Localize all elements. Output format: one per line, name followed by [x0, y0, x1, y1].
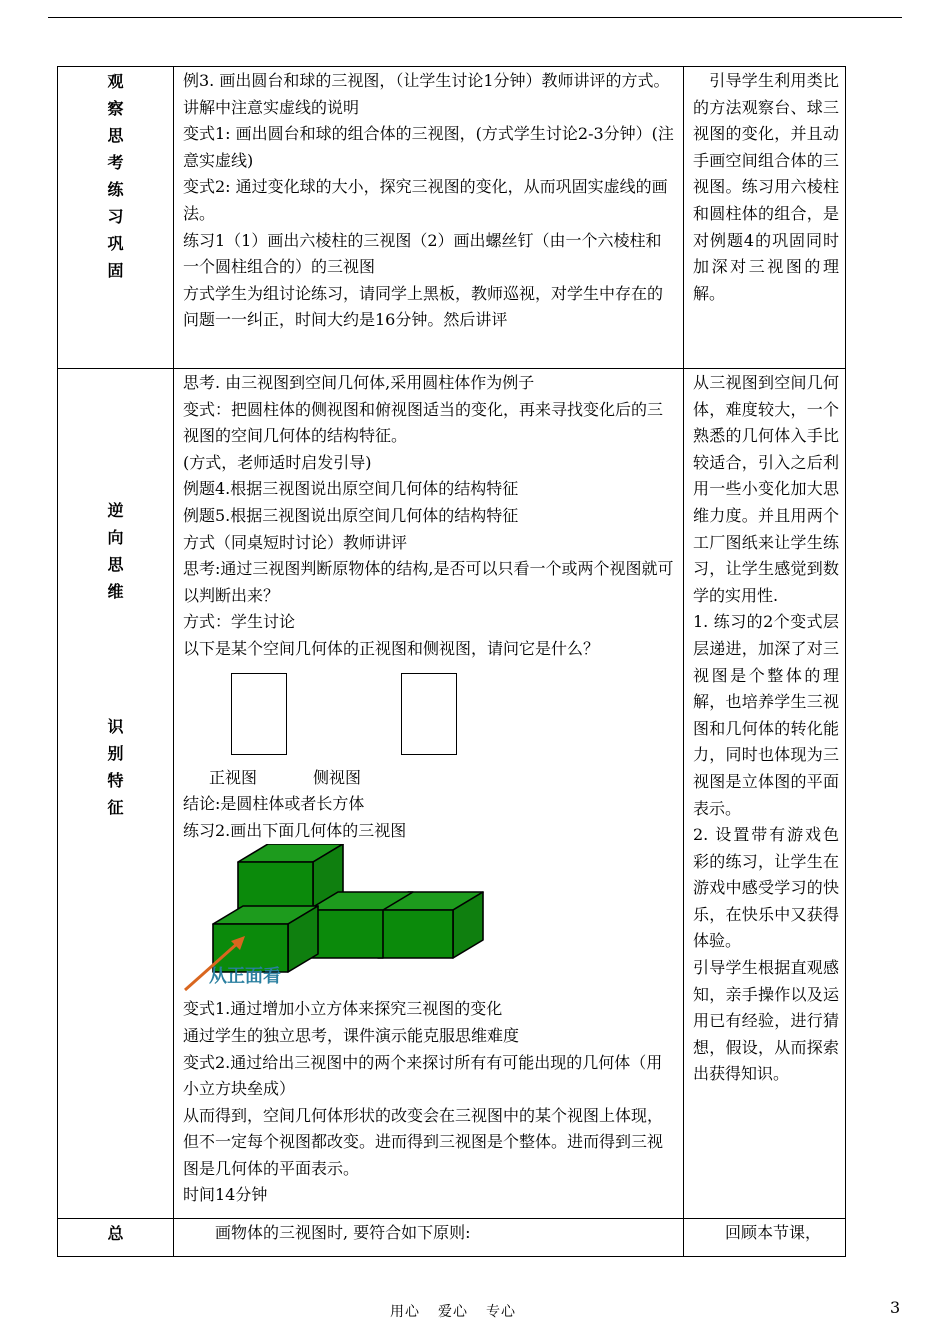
- paragraph: 例题4.根据三视图说出原空间几何体的结构特征: [183, 479, 519, 499]
- paragraph: 通过学生的独立思考，课件演示能克服思维难度: [183, 1025, 520, 1045]
- section-char: 考: [107, 153, 124, 172]
- table-row: [58, 67, 846, 369]
- section-char: 习: [107, 207, 124, 226]
- header-rule: [48, 17, 902, 18]
- section-char: 总: [107, 1224, 124, 1243]
- side-view-label: 侧视图: [313, 767, 362, 787]
- design-note: 回顾本节课，: [693, 1223, 822, 1242]
- paragraph: 例3. 画出圆台和球的三视图，（让学生讨论1分钟）教师讲评的方式。讲解中注意实虚线的说明: [183, 71, 670, 117]
- side-view-rectangle: [401, 673, 457, 755]
- arrow-label: 从正面看: [209, 966, 281, 987]
- two-views-figure: [183, 663, 677, 765]
- section-char: 特: [107, 771, 124, 790]
- table-row: [58, 369, 846, 1219]
- design-note: 引导学生利用类比的方法观察台、球三视图的变化，并且动手画空间组合体的三视图。练习用六棱柱和圆柱体的组合，是对例题4的巩固同时加深对三视图的理解。: [693, 71, 839, 303]
- section-char: 思: [107, 555, 124, 574]
- paragraph: 时间14分钟: [183, 1185, 268, 1205]
- lesson-table: [57, 66, 846, 1257]
- paragraph: 方式学生为组讨论练习，请同学上黑板，教师巡视，对学生中存在的问题一一纠正，时间大约是16分钟。然后讲评: [183, 283, 664, 330]
- activity-cell: [174, 369, 684, 1219]
- paragraph: 变式1: 画出圆台和球的组合体的三视图，(方式学生讨论2-3分钟）(注意实虚线): [183, 124, 674, 170]
- page-number: 3: [890, 1298, 901, 1317]
- paragraph: 变式1.通过增加小立方体来探究三视图的变化: [183, 999, 503, 1019]
- cube-front-face: [308, 910, 383, 958]
- section-char: 征: [107, 798, 124, 817]
- section-char: 逆: [107, 501, 124, 520]
- paragraph: (方式，老师适时启发引导): [183, 452, 372, 472]
- cube-stack-illustration: [183, 844, 503, 996]
- design-note: 1. 练习的2个变式层层递进，加深了对三视图是个整体的理解，也培养学生三视图和几何体的转化能力，同时也体现为三视图是立体图的平面表示。: [693, 612, 839, 818]
- section-label-summary: [58, 1219, 174, 1257]
- section-char: 向: [107, 528, 124, 547]
- paragraph: 方式：学生讨论: [183, 612, 296, 632]
- paragraph: 变式：把圆柱体的侧视图和俯视图适当的变化，再来寻找变化后的三视图的空间几何体的结构特征。: [183, 399, 664, 446]
- paragraph: 练习1（1）画出六棱柱的三视图（2）画出螺丝钉（由一个六棱柱和一个圆柱组合的）的三视图: [183, 230, 662, 277]
- paragraph: 以下是某个空间几何体的正视图和侧视图，请问它是什么？: [183, 638, 600, 658]
- section-char: 思: [107, 126, 124, 145]
- activity-cell: [174, 67, 684, 369]
- footer-word: 用心: [390, 1304, 420, 1320]
- activity-cell: [174, 1219, 684, 1257]
- section-char: 观: [107, 72, 124, 91]
- paragraph: 变式2.通过给出三视图中的两个来探讨所有有可能出现的几何体（用小立方块垒成）: [183, 1052, 663, 1099]
- design-note-cell: [684, 1219, 846, 1257]
- section-char: 别: [107, 744, 124, 763]
- paragraph: 例题5.根据三视图说出原空间几何体的结构特征: [183, 505, 519, 525]
- design-note-cell: [684, 67, 846, 369]
- section-char: 巩: [107, 234, 124, 253]
- paragraph: 思考. 由三视图到空间几何体,采用圆柱体作为例子: [183, 373, 535, 392]
- paragraph: 练习2.画出下面几何体的三视图: [183, 820, 407, 840]
- section-char: 练: [107, 180, 124, 199]
- front-view-label: 正视图: [209, 767, 258, 787]
- section-char: 识: [107, 717, 124, 736]
- cube-figure: [183, 844, 677, 996]
- design-note: 引导学生根据直观感知，亲手操作以及运用已有经验，进行猜想，假设，从而探索出获得知识。: [693, 958, 839, 1084]
- footer-word: 爱心: [438, 1304, 468, 1320]
- cube-front-face: [238, 862, 313, 910]
- view-labels: [183, 765, 677, 792]
- paragraph: 从而得到，空间几何体形状的改变会在三视图中的某个视图上体现，但不一定每个视图都改变。进而得到三视图是个整体。进而得到三视图是几何体的平面表示。: [183, 1105, 664, 1178]
- front-view-rectangle: [231, 673, 287, 755]
- section-char: 固: [107, 261, 124, 280]
- paragraph: 画物体的三视图时, 要符合如下原则:: [183, 1223, 471, 1242]
- section-char: 维: [107, 582, 124, 601]
- paragraph: 变式2: 通过变化球的大小，探究三视图的变化，从而巩固实虚线的画法。: [183, 177, 668, 223]
- design-note: 从三视图到空间几何体，难度较大，一个熟悉的几何体入手比较适合，引入之后利用一些小变化加大思维力度。并且用两个工厂图纸来让学生练习，让学生感觉到数学的实用性.: [693, 373, 839, 605]
- footer-word: 专心: [486, 1304, 516, 1320]
- section-char: 察: [107, 99, 124, 118]
- section-label-observe: [58, 67, 174, 369]
- design-note: 2. 设置带有游戏色彩的练习，让学生在游戏中感受学习的快乐，在快乐中又获得体验。: [693, 825, 839, 951]
- table-row: [58, 1219, 846, 1257]
- cube-front-face: [378, 910, 453, 958]
- paragraph: 方式（同桌短时讨论）教师讲评: [183, 532, 408, 552]
- design-note-cell: [684, 369, 846, 1219]
- paragraph: 思考:通过三视图判断原物体的结构,是否可以只看一个或两个视图就可以判断出来？: [183, 559, 674, 605]
- paragraph: 结论:是圆柱体或者长方体: [183, 794, 365, 814]
- cube-front-face: [213, 924, 288, 972]
- section-label-reverse: [58, 369, 174, 1219]
- footer-motto: [390, 1301, 534, 1321]
